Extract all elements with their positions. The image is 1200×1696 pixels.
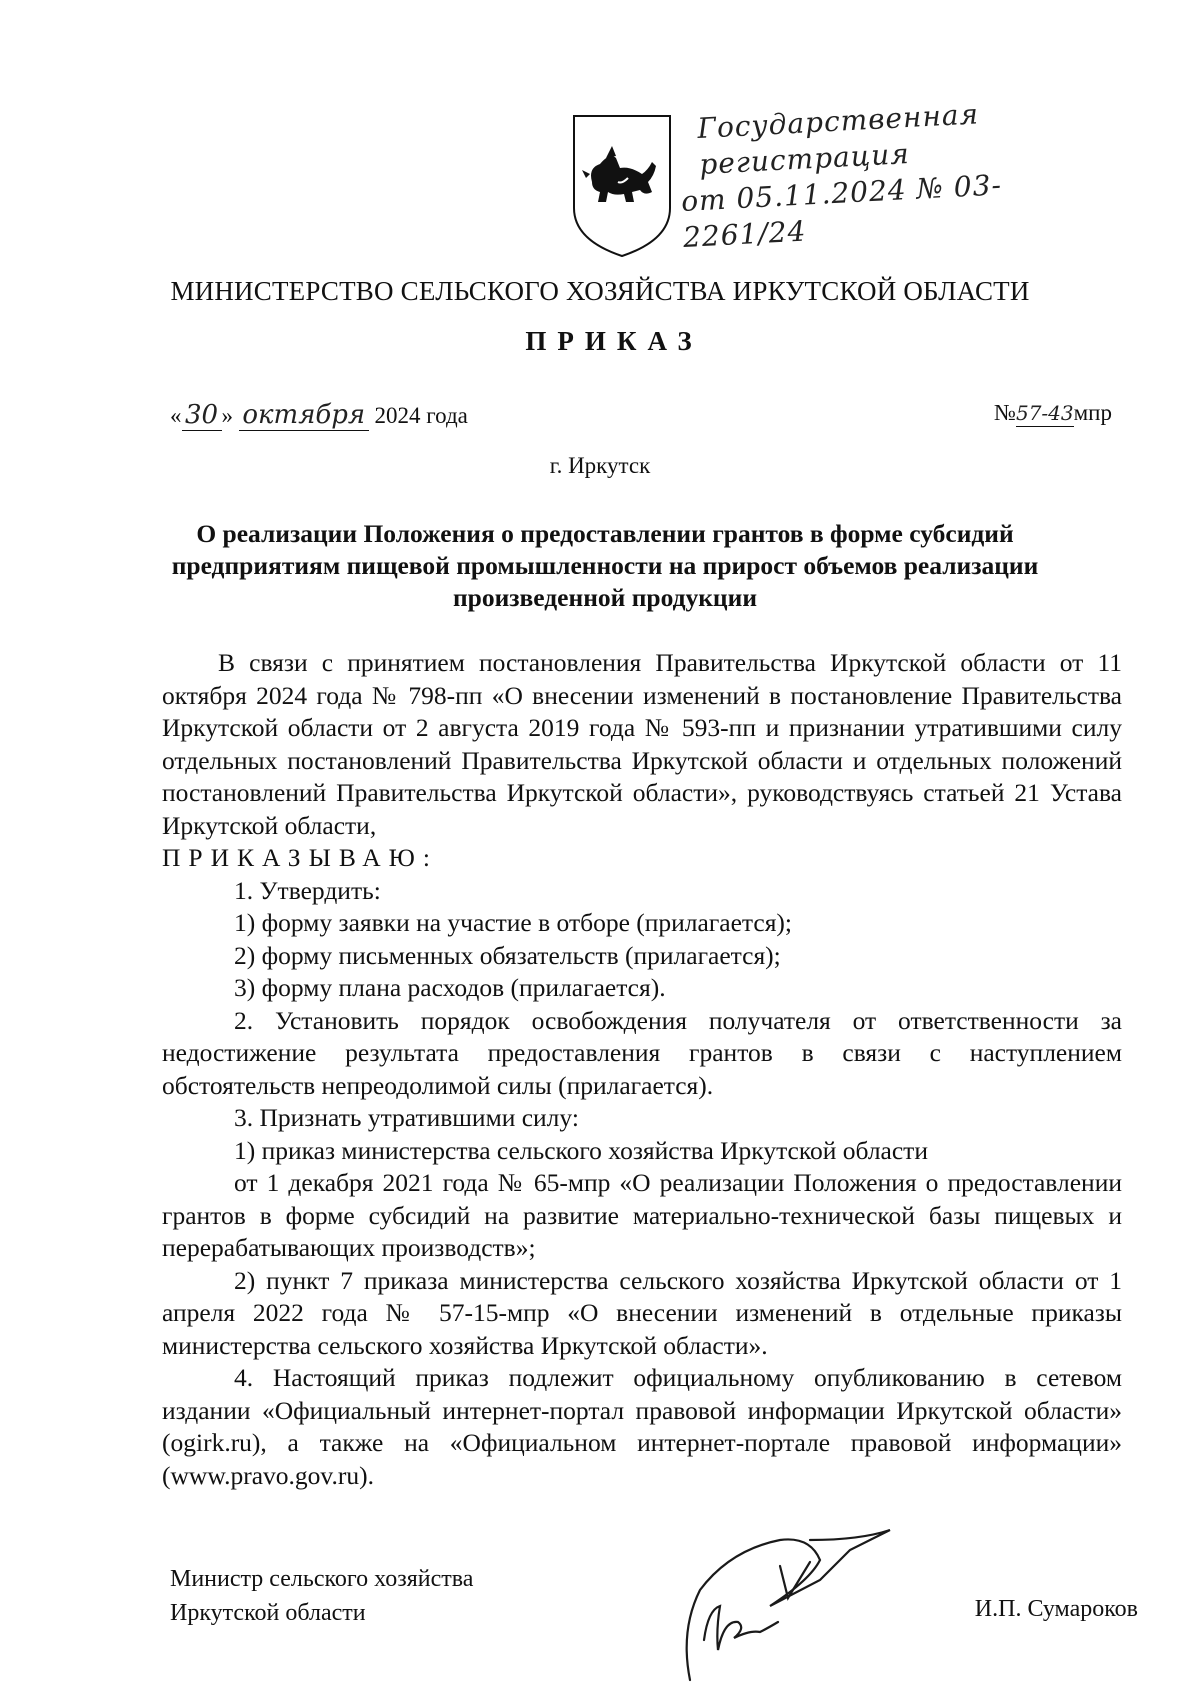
signer-name: И.П. Сумароков <box>974 1596 1138 1622</box>
date-month: октября <box>242 400 366 430</box>
order-body <box>162 647 1122 1492</box>
number-prefix: № <box>994 400 1016 425</box>
date-day: 30 <box>184 400 219 430</box>
date-year: 2024 года <box>374 403 468 428</box>
clause-4: 4. Настоящий приказ подлежит официальному опубликованию в сетевом издании «Официальный интернет-портал правовой информации Иркутской области» (ogirk.ru), а также на «Официальном интернет-портале правовой информации» (www.pravo.gov.ru). <box>162 1363 1122 1490</box>
document-type: ПРИКАЗ <box>525 326 703 356</box>
clause-3-item-1-body: от 1 декабря 2021 года № 65-мпр «О реализации Положения о предоставлении грантов в форме субсидий на развитие материально-технической базы пищевых и перерабатывающих производств»; <box>162 1168 1122 1262</box>
signer-position <box>170 1562 473 1630</box>
clause-3: 3. Признать утратившими силу: <box>234 1103 579 1132</box>
handwritten-signature <box>660 1510 900 1690</box>
number-suffix: мпр <box>1073 400 1112 425</box>
registration-note <box>680 89 1124 255</box>
clause-1-item-2: 2) форму письменных обязательств (прилагается); <box>234 940 781 970</box>
signer-position-line-1: Министр сельского хозяйства <box>170 1566 474 1592</box>
city: г. Иркутск <box>549 453 651 478</box>
number-value: 57-43 <box>1015 401 1074 425</box>
signer-position-line-2: Иркутской области <box>170 1600 366 1626</box>
clause-2: 2. Установить порядок освобождения получателя от ответственности за недостижение результата предоставления грантов в связи с наступлением обстоятельств непреодолимой силы (прилагается). <box>162 1005 1122 1100</box>
date-open-quote: « <box>170 403 182 428</box>
ministry-name: МИНИСТЕРСТВО СЕЛЬСКОГО ХОЗЯЙСТВА ИРКУТСКОЙ ОБЛАСТИ <box>170 276 1030 306</box>
clause-3-item-2: 2) пункт 7 приказа министерства сельского хозяйства Иркутской области от 1 апреля 2022 года № 57-15-мпр «О внесении изменений в отдельные приказы министерства сельского хозяйства Иркутской области». <box>162 1265 1122 1360</box>
order-word: ПРИКАЗЫВАЮ: <box>162 843 438 872</box>
clause-3-item-1-head: 1) приказ министерства сельского хозяйства Иркутской области <box>234 1135 928 1165</box>
order-number <box>994 400 1112 427</box>
registration-line-2: от 05.11.2024 № 03-2261/24 <box>680 168 1003 254</box>
registration-line-1: Государственная регистрация <box>696 97 980 181</box>
order-date <box>170 400 468 431</box>
irkutsk-emblem-icon <box>570 112 674 260</box>
preamble: В связи с принятием постановления Правительства Иркутской области от 11 октября 2024 года № 798-пп «О внесении изменений в постановление Правительства Иркутской области от 2 августа 2019 года № 593-пп и признании утратившими силу отдельных постановлений Правительства Иркутской области и отдельных положений постановлений Правительства Иркутской области», руководствуясь статьей 21 Устава Иркутской области, <box>162 648 1122 840</box>
clause-1: 1. Утвердить: <box>234 875 381 905</box>
clause-1-item-1: 1) форму заявки на участие в отборе (прилагается); <box>234 908 793 937</box>
clause-1-item-3: 3) форму плана расходов (прилагается). <box>234 973 666 1002</box>
date-close-quote: » <box>221 403 233 428</box>
order-title: О реализации Положения о предоставлении грантов в форме субсидий предприятиям пищевой промышленности на прирост объемов реализации произведенной продукции <box>171 519 1039 612</box>
